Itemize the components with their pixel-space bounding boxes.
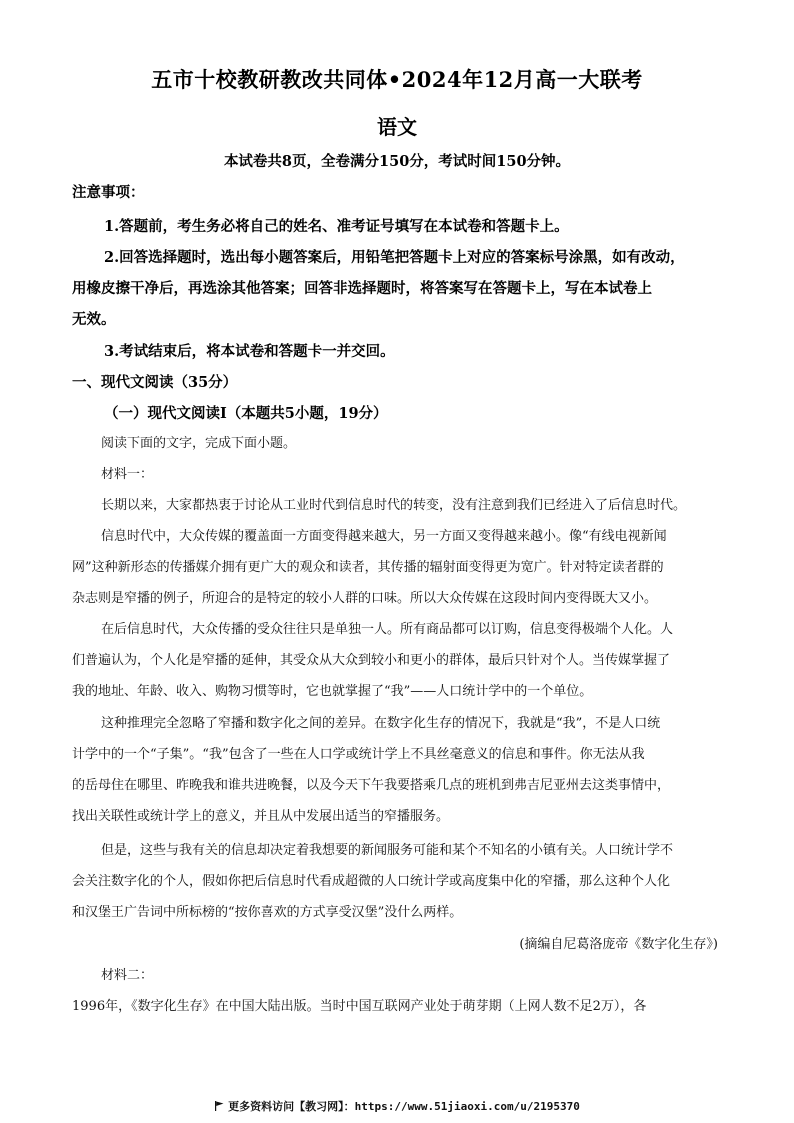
paragraph-line: 这种推理完全忽略了窄播和数字化之间的差异。在数字化生存的情况下，我就是“我”，不是人口统 [101, 716, 661, 731]
paragraph-line: 信息时代中，大众传媒的覆盖面一方面变得越来越大，另一方面又变得越来越小。像“有线电视新闻 [101, 529, 667, 544]
material-label: 材料一： [101, 467, 154, 482]
paragraph-line: 杂志则是窄播的例子，所迎合的是特定的较小人群的口味。所以大众传媒在这段时间内变得既大又小。 [72, 591, 658, 606]
flag-icon [214, 1101, 224, 1111]
note-line: 2.回答选择题时，选出每小题答案后，用铅笔把答题卡上对应的答案标号涂黑，如有改动， [104, 249, 685, 266]
paragraph-line: 但是，这些与我有关的信息却决定着我想要的新闻服务可能和某个不知名的小镇有关。人口统计学不 [101, 843, 674, 858]
paragraph-line: 网”这种新形态的传播媒介拥有更广大的观众和读者，其传播的辐射面变得更为宽广。针对特定读者群的 [72, 560, 664, 575]
paragraph-line: 找出关联性或统计学上的意义，并且从中发展出适当的窄播服务。 [72, 809, 450, 824]
section-subtitle: （一）现代文阅读Ⅰ（本题共5小题，19分） [104, 405, 388, 422]
notes-heading: 注意事项： [72, 184, 145, 201]
exam-subject: 语文 [377, 115, 417, 139]
exam-info: 本试卷共8页，全卷满分150分，考试时间150分钟。 [223, 153, 571, 170]
source-citation: (摘编自尼葛洛庞帝《数字化生存》) [519, 937, 718, 952]
footer-link[interactable] [0, 1098, 794, 1114]
footer-text: 更多资料访问【教习网】：https://www.51jiaoxi.com/u/2195370 [228, 1100, 580, 1113]
paragraph-line: 长期以来，大家都热衷于讨论从工业时代到信息时代的转变，没有注意到我们已经进入了后信息时代。 [101, 498, 687, 513]
paragraph-line: 1996年，《数字化生存》在中国大陆出版。当时中国互联网产业处于萌芽期（上网人数不足2万），各 [72, 999, 647, 1014]
section-title: 一、现代文阅读（35分） [72, 374, 238, 391]
paragraph-line: 在后信息时代，大众传播的受众往往只是单独一人。所有商品都可以订购，信息变得极端个人化。人 [101, 622, 674, 637]
note-line: 用橡皮擦干净后，再选涂其他答案；回答非选择题时，将答案写在答题卡上，写在本试卷上 [72, 280, 652, 297]
instruction-text: 阅读下面的文字，完成下面小题。 [101, 436, 297, 451]
paragraph-line: 们普遍认为，个人化是窄播的延伸，其受众从大众到较小和更小的群体，最后只针对个人。当传媒掌握了 [72, 653, 671, 668]
paragraph-line: 计学中的一个“子集”。“我”包含了一些在人口学或统计学上不具丝毫意义的信息和事件。你无法从我 [72, 747, 645, 762]
paragraph-line: 会关注数字化的个人，假如你把后信息时代看成超微的人口统计学或高度集中化的窄播，那么这种个人化 [72, 874, 671, 889]
note-line: 无效。 [72, 311, 116, 328]
exam-title: 五市十校教研教改共同体•2024年12月高一大联考 [151, 67, 643, 92]
note-line: 3.考试结束后，将本试卷和答题卡一并交回。 [104, 343, 395, 360]
paragraph-line: 和汉堡王广告词中所标榜的“按你喜欢的方式享受汉堡”没什么两样。 [72, 905, 463, 920]
paragraph-line: 的岳母住在哪里、昨晚我和谁共进晚餐，以及今天下午我要搭乘几点的班机到弗吉尼亚州去这类事情中， [72, 778, 671, 793]
material-label: 材料二： [101, 968, 154, 983]
note-line: 1.答题前，考生务必将自己的姓名、准考证号填写在本试卷和答题卡上。 [104, 218, 569, 235]
paragraph-line: 我的地址、年龄、收入、购物习惯等时，它也就掌握了“我”——人口统计学中的一个单位。 [72, 684, 593, 699]
